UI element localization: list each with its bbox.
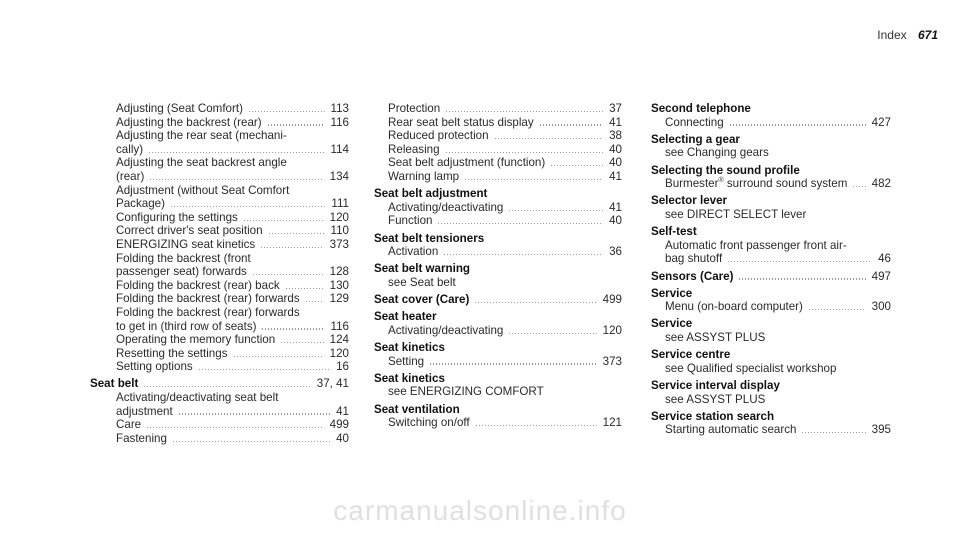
dot-leader — [539, 124, 603, 125]
page-reference: 124 — [329, 333, 349, 347]
entry-text — [116, 432, 167, 446]
index-entry — [651, 239, 891, 253]
entry-label: Resetting the settings — [116, 346, 228, 360]
entry-text — [651, 194, 727, 208]
page-reference: 114 — [330, 142, 349, 156]
index-entry — [90, 391, 349, 405]
index-entry — [90, 143, 349, 157]
entry-text — [116, 129, 287, 143]
entry-label: Adjusting the rear seat (mechani- — [116, 129, 287, 143]
entry-text — [665, 331, 765, 345]
dot-leader — [729, 124, 866, 125]
index-entry — [374, 385, 622, 399]
entry-label: Correct driver's seat position — [116, 224, 263, 238]
index-entry — [374, 214, 622, 228]
entry-text — [651, 133, 740, 147]
entry-label: Folding the backrest (rear) forwards — [116, 292, 300, 306]
entry-label: Releasing — [388, 142, 440, 156]
entry-text — [116, 360, 193, 374]
entry-text — [665, 252, 722, 266]
index-heading — [651, 379, 891, 393]
entry-text — [388, 170, 459, 184]
index-entry — [90, 252, 349, 266]
entry-text — [90, 377, 138, 391]
entry-label: Warning lamp — [388, 169, 460, 183]
dot-leader — [305, 301, 324, 302]
entry-label: Adjusting the seat backrest angle — [116, 156, 287, 170]
dot-leader — [252, 274, 324, 275]
entry-label: Folding the backrest (rear) back — [116, 278, 280, 292]
entry-text — [116, 224, 263, 238]
index-entry — [651, 177, 891, 191]
entry-label: Activating/deactivating — [388, 323, 504, 337]
index-heading — [651, 225, 891, 239]
index-heading — [651, 410, 891, 424]
entry-label: Configuring the settings — [116, 210, 238, 224]
index-heading — [374, 403, 622, 417]
entry-text — [665, 423, 796, 437]
entry-text — [116, 197, 165, 211]
entry-label: Starting automatic search — [665, 423, 797, 437]
index-entry — [651, 331, 891, 345]
page-reference: 116 — [330, 319, 349, 333]
entry-label: Adjusting the backrest (rear) — [116, 115, 262, 129]
page-reference: 373 — [329, 237, 349, 251]
page-reference: 497 — [871, 269, 891, 283]
entry-label: Selecting the sound profile — [651, 163, 800, 177]
entry-label: Service station search — [651, 409, 775, 423]
entry-label: adjustment — [116, 404, 173, 418]
page-reference: 40 — [609, 142, 622, 156]
entry-text — [116, 418, 141, 432]
dot-leader — [508, 210, 603, 211]
index-entry — [90, 418, 349, 432]
page-reference: 482 — [871, 177, 891, 191]
entry-label: Operating the memory function — [116, 333, 276, 347]
entry-label: Service — [651, 317, 693, 331]
entry-text — [116, 116, 262, 130]
dot-leader — [172, 441, 330, 442]
dot-leader — [443, 254, 603, 255]
index-entry — [651, 116, 891, 130]
index-heading — [90, 377, 349, 391]
page-reference: 41 — [609, 200, 622, 214]
entry-label: (rear) — [116, 169, 145, 183]
index-heading — [651, 102, 891, 116]
index-entry — [90, 347, 349, 361]
index-entry — [90, 224, 349, 238]
entry-label: Sensors (Care) — [651, 269, 734, 283]
entry-text — [388, 201, 503, 215]
entry-text — [651, 225, 697, 239]
index-heading — [374, 293, 622, 307]
entry-label: Selecting a gear — [651, 132, 740, 146]
index-entry — [651, 423, 891, 437]
page-reference: 427 — [871, 115, 891, 129]
dot-leader — [149, 179, 323, 180]
entry-label: to get in (third row of seats) — [116, 319, 257, 333]
entry-text — [651, 102, 751, 116]
entry-text — [116, 143, 143, 157]
entry-label: Seat belt — [90, 377, 139, 391]
dot-leader — [852, 186, 865, 187]
index-heading — [374, 310, 622, 324]
entry-label: Seat ventilation — [374, 402, 460, 416]
index-heading — [651, 133, 891, 147]
entry-label: Seat kinetics — [374, 371, 445, 385]
entry-text — [388, 245, 438, 259]
entry-text — [665, 362, 836, 376]
dot-leader — [727, 261, 872, 262]
index-entry — [90, 116, 349, 130]
entry-label: Adjusting (Seat Comfort) — [116, 102, 243, 115]
entry-label: Seat cover (Care) — [374, 293, 470, 307]
index-heading — [374, 232, 622, 246]
page-reference: 38 — [609, 129, 622, 143]
entry-text — [665, 239, 847, 253]
page-reference: 110 — [330, 224, 349, 238]
page-reference: 120 — [329, 346, 349, 360]
dot-leader — [494, 138, 604, 139]
page-reference: 499 — [329, 418, 349, 432]
entry-text — [374, 232, 484, 246]
entry-text — [374, 372, 445, 386]
index-entry — [651, 393, 891, 407]
entry-text — [665, 393, 765, 407]
entry-text — [116, 306, 300, 320]
index-entry — [374, 276, 622, 290]
index-entry — [90, 306, 349, 320]
entry-text — [651, 270, 733, 284]
index-entry — [651, 146, 891, 160]
entry-label: Service interval display — [651, 379, 780, 393]
dot-leader — [285, 288, 324, 289]
entry-text — [116, 184, 289, 198]
entry-label-rest: surround sound system — [723, 177, 848, 191]
entry-text — [388, 276, 456, 290]
dot-leader — [198, 369, 330, 370]
entry-label: Care — [116, 418, 142, 432]
entry-text — [665, 177, 847, 191]
page-reference: 128 — [329, 265, 349, 279]
index-column-1 — [90, 102, 349, 445]
entry-label: Fastening — [116, 431, 167, 445]
section-title: Index — [877, 28, 907, 42]
page-header — [877, 28, 938, 42]
page-reference: 120 — [329, 210, 349, 224]
page-reference: 41 — [336, 404, 349, 418]
entry-label: Service — [651, 286, 693, 300]
dot-leader — [464, 179, 603, 180]
dot-leader — [243, 220, 324, 221]
index-entry — [90, 102, 349, 116]
entry-text — [388, 129, 489, 143]
page-reference: 40 — [609, 214, 622, 228]
dot-leader — [508, 333, 596, 334]
index-entry — [374, 245, 622, 259]
entry-label: Setting options — [116, 360, 193, 374]
index-entry — [90, 156, 349, 170]
entry-label: Seat heater — [374, 310, 437, 324]
index-entry — [90, 432, 349, 446]
entry-text — [116, 347, 228, 361]
entry-label: Second telephone — [651, 102, 751, 115]
entry-text — [116, 320, 256, 334]
index-entry — [374, 201, 622, 215]
entry-text — [388, 385, 544, 399]
entry-label: Protection — [388, 102, 441, 115]
entry-text — [374, 341, 445, 355]
dot-leader — [738, 278, 865, 279]
index-entry — [374, 143, 622, 157]
entry-text — [388, 324, 503, 338]
page-reference: 16 — [336, 360, 349, 374]
dot-leader — [445, 152, 604, 153]
index-entry — [90, 170, 349, 184]
entry-text — [374, 187, 487, 201]
entry-text — [665, 300, 803, 314]
entry-label: see ASSYST PLUS — [665, 392, 766, 406]
entry-label: ENERGIZING seat kinetics — [116, 237, 256, 251]
page-reference: 37, 41 — [316, 377, 349, 391]
entry-text — [651, 164, 800, 178]
entry-text — [116, 170, 144, 184]
dot-leader — [801, 432, 865, 433]
page-reference: 130 — [329, 278, 349, 292]
dot-leader — [170, 206, 325, 207]
index-entry — [90, 320, 349, 334]
entry-label: Burmester — [665, 177, 719, 191]
dot-leader — [280, 342, 323, 343]
page-reference: 46 — [878, 252, 891, 266]
index-entry — [90, 238, 349, 252]
entry-text — [116, 252, 251, 266]
index-heading — [651, 348, 891, 362]
dot-leader — [248, 111, 325, 112]
index-entry — [651, 300, 891, 314]
entry-text — [665, 116, 724, 130]
dot-leader — [260, 247, 323, 248]
entry-text — [116, 156, 287, 170]
entry-text — [651, 287, 692, 301]
entry-label: see DIRECT SELECT lever — [665, 207, 807, 221]
entry-text — [388, 156, 545, 170]
entry-text — [374, 293, 469, 307]
index-heading — [651, 287, 891, 301]
entry-label: Function — [388, 214, 433, 228]
index-entry — [90, 184, 349, 198]
dot-leader — [233, 356, 324, 357]
entry-text — [651, 379, 780, 393]
dot-leader — [474, 302, 596, 303]
dot-leader — [148, 152, 324, 153]
page-reference: 129 — [329, 292, 349, 306]
index-entry — [374, 355, 622, 369]
index-heading — [374, 372, 622, 386]
index-column-2 — [374, 102, 622, 430]
index-heading — [374, 341, 622, 355]
entry-label: Setting — [388, 354, 425, 368]
index-entry — [90, 360, 349, 374]
entry-label: Seat belt adjustment — [374, 187, 488, 201]
index-entry — [374, 129, 622, 143]
index-entry — [651, 252, 891, 266]
page-reference: 41 — [609, 169, 622, 183]
page-reference: 373 — [602, 354, 622, 368]
entry-label: Activating/deactivating — [388, 200, 504, 214]
index-entry — [90, 211, 349, 225]
entry-text — [116, 292, 300, 306]
index-entry — [90, 129, 349, 143]
entry-label: Reduced protection — [388, 129, 489, 143]
entry-text — [388, 416, 470, 430]
page-reference: 111 — [331, 197, 349, 211]
page-reference: 37 — [609, 102, 622, 115]
entry-label: Menu (on-board computer) — [665, 300, 803, 314]
entry-label: passenger seat) forwards — [116, 265, 247, 279]
entry-label: Self-test — [651, 225, 697, 239]
entry-text — [651, 410, 774, 424]
index-entry — [651, 362, 891, 376]
entry-label: Selector lever — [651, 194, 728, 208]
entry-text — [388, 214, 432, 228]
entry-text — [374, 310, 437, 324]
dot-leader — [261, 328, 324, 329]
entry-label: see Changing gears — [665, 146, 769, 160]
entry-label: Adjustment (without Seat Comfort — [116, 183, 290, 197]
entry-text — [116, 265, 247, 279]
entry-label: Seat belt tensioners — [374, 231, 485, 245]
index-entry — [374, 102, 622, 116]
index-entry — [90, 279, 349, 293]
entry-label: Connecting — [665, 115, 724, 129]
entry-label: Folding the backrest (front — [116, 251, 251, 265]
entry-text — [374, 262, 470, 276]
index-heading — [651, 164, 891, 178]
entry-text — [116, 238, 255, 252]
index-entry — [374, 416, 622, 430]
index-entry — [90, 265, 349, 279]
entry-text — [665, 146, 769, 160]
entry-label: see ASSYST PLUS — [665, 331, 766, 345]
dot-leader — [550, 165, 603, 166]
dot-leader — [445, 111, 603, 112]
entry-text — [116, 391, 278, 405]
index-entry — [90, 405, 349, 419]
dot-leader — [178, 413, 330, 414]
page-reference: 40 — [336, 431, 349, 445]
entry-text — [665, 208, 806, 222]
index-column-3 — [651, 102, 891, 437]
entry-text — [374, 403, 460, 417]
page-reference: 113 — [330, 102, 349, 115]
registered-mark: ® — [718, 177, 724, 185]
entry-text — [116, 333, 275, 347]
entry-label: Service centre — [651, 348, 731, 362]
index-entry — [90, 292, 349, 306]
dot-leader — [146, 427, 324, 428]
page-reference: 41 — [609, 115, 622, 129]
page-reference: 300 — [871, 300, 891, 314]
entry-text — [651, 348, 730, 362]
entry-text — [388, 116, 534, 130]
dot-leader — [475, 425, 597, 426]
index-heading — [651, 194, 891, 208]
page-reference: 499 — [602, 293, 622, 307]
page-reference: 36 — [609, 245, 622, 259]
entry-label: see Qualified specialist workshop — [665, 361, 837, 375]
entry-label: Folding the backrest (rear) forwards — [116, 305, 300, 319]
entry-label: see ENERGIZING COMFORT — [388, 385, 544, 399]
page-reference: 120 — [602, 323, 622, 337]
entry-label: Activating/deactivating seat belt — [116, 391, 279, 405]
page-reference: 116 — [330, 115, 349, 129]
page-reference: 395 — [871, 423, 891, 437]
index-entry — [651, 208, 891, 222]
page-number: 671 — [917, 28, 938, 42]
watermark: carmanualsonline.info — [333, 495, 627, 526]
entry-label: cally) — [116, 142, 144, 156]
index-entry — [374, 116, 622, 130]
dot-leader — [429, 363, 597, 364]
dot-leader — [808, 309, 866, 310]
entry-text — [116, 211, 238, 225]
dot-leader — [267, 124, 325, 125]
dot-leader — [268, 233, 325, 234]
index-heading — [374, 262, 622, 276]
entry-label: Package) — [116, 197, 165, 211]
entry-label: Activation — [388, 245, 439, 259]
page-reference: 134 — [329, 169, 349, 183]
entry-label: Seat belt warning — [374, 262, 470, 276]
index-entry — [90, 333, 349, 347]
index-heading — [651, 270, 891, 284]
page-reference: 40 — [609, 156, 622, 170]
entry-text — [388, 355, 424, 369]
index-heading — [374, 187, 622, 201]
entry-text — [116, 279, 280, 293]
entry-label: Rear seat belt status display — [388, 115, 534, 129]
index-heading — [651, 317, 891, 331]
entry-text — [116, 405, 173, 419]
entry-text — [388, 102, 440, 116]
dot-leader — [143, 386, 310, 387]
entry-text — [116, 102, 243, 116]
entry-text — [388, 143, 440, 157]
entry-label: Switching on/off — [388, 416, 470, 430]
entry-label: Seat kinetics — [374, 341, 445, 355]
index-entry — [374, 156, 622, 170]
index-entry — [374, 324, 622, 338]
entry-text — [651, 317, 692, 331]
entry-label: see Seat belt — [388, 275, 456, 289]
page-reference: 121 — [602, 416, 622, 430]
dot-leader — [437, 223, 603, 224]
index-entry — [90, 197, 349, 211]
entry-label: bag shutoff — [665, 252, 723, 266]
index-entry — [374, 170, 622, 184]
entry-label: Seat belt adjustment (function) — [388, 156, 546, 170]
entry-label: Automatic front passenger front air- — [665, 238, 847, 252]
